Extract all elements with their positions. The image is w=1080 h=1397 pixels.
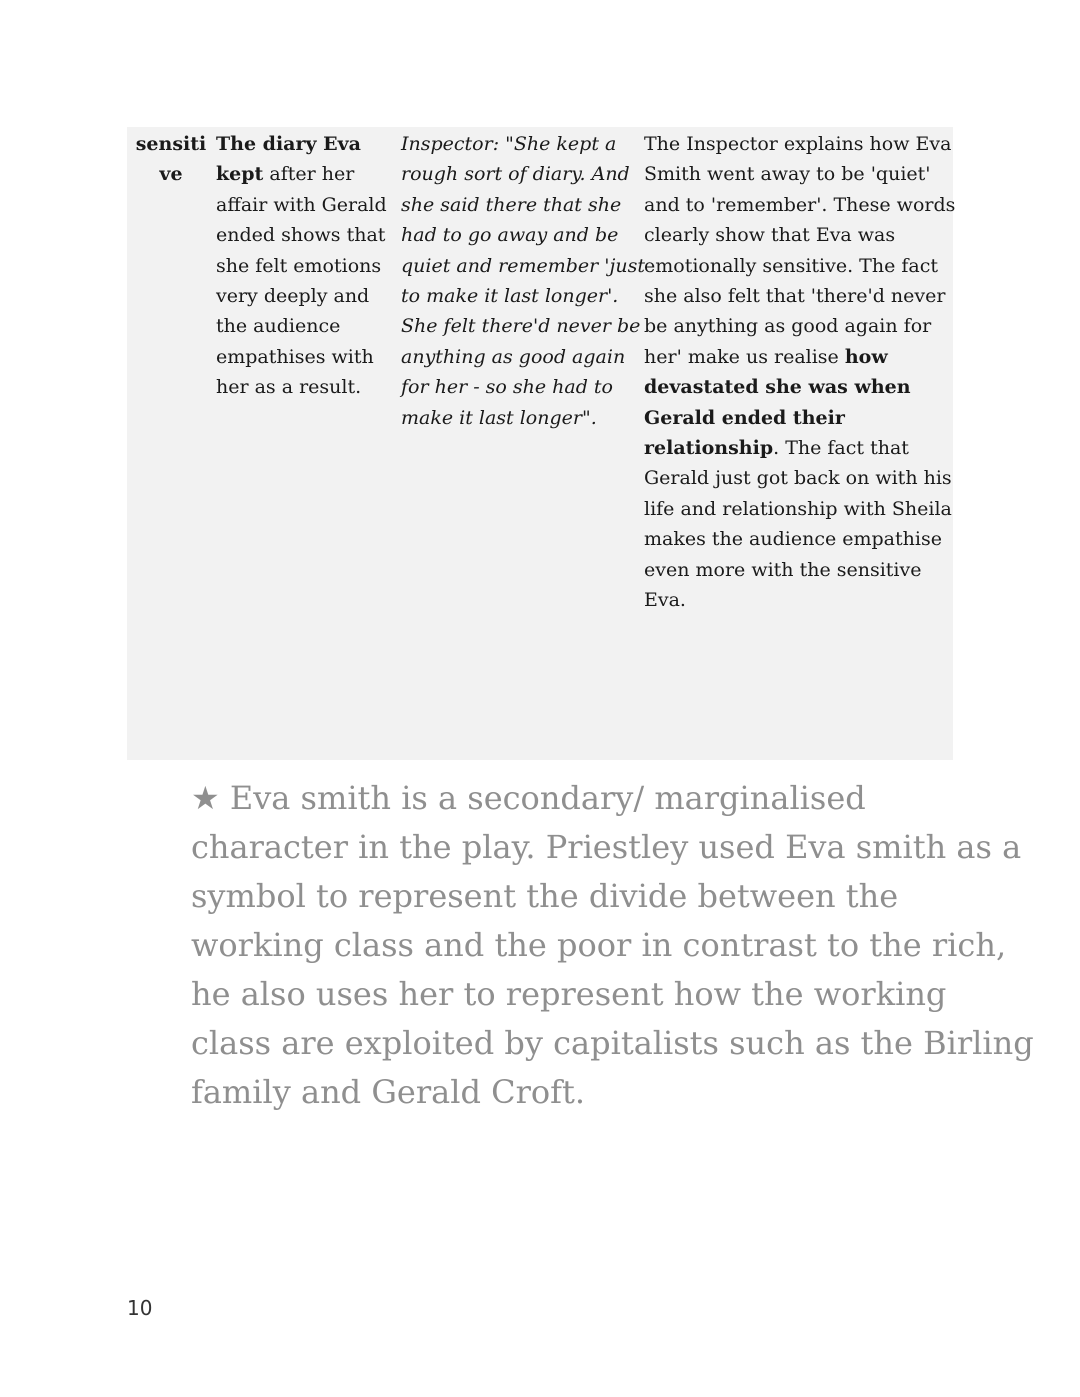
analysis-line: The Inspector explains how Eva [644,133,952,155]
quote-line: make it last longer". [401,406,597,429]
point-bold-text: The diary Eva [216,133,361,155]
analysis-cell [644,129,956,616]
quote-line: she said there that she [401,193,622,216]
analysis-bold-text: Gerald ended their [644,406,845,429]
point-line: empathises with [216,345,374,368]
theme-word-part: ve [159,163,183,186]
quote-line: Inspector: "She kept a [401,133,617,155]
quote-line: anything as good again [401,345,626,368]
analysis-line: be anything as good again for [644,315,932,338]
page-number: 10 [127,1296,153,1320]
analysis-bold-text: relationship [644,437,774,460]
point-line: ended shows that [216,224,386,247]
theme-word-part: sensiti [135,133,207,155]
quote-line: quiet and remember 'just [401,254,646,277]
point-line: affair with Gerald [216,193,387,216]
quote-line: to make it last longer'. [401,285,619,308]
note-line: he also uses her to represent how the working [191,975,947,1013]
analysis-line: clearly show that Eva was [644,224,896,247]
analysis-line: even more with the sensitive [644,558,922,581]
analysis-line: makes the audience empathise [644,528,942,551]
analysis-text: her' make us realise [644,345,845,368]
analysis-line [644,372,949,402]
note-line: family and Gerald Croft. [191,1073,586,1111]
note-line: character in the play. Priestley used Eva smith as a [191,828,1022,866]
point-bold-text: kept [216,163,264,186]
analysis-line: Eva. [644,589,686,612]
note-line: class are exploited by capitalists such as the Birling [191,1024,1034,1062]
point-line [216,159,392,189]
summary-note [191,774,1034,1117]
analysis-line: emotionally sensitive. The fact [644,254,938,277]
note-line: symbol to represent the divide between the [191,877,899,915]
point-cell [216,129,392,403]
analysis-table-row [127,127,956,760]
analysis-bold-text: how [844,345,888,368]
analysis-bold-text: devastated she was when [644,376,911,399]
analysis-line: life and relationship with Sheila [644,497,952,520]
quote-line: for her - so she had to [401,376,613,399]
point-line: her as a result. [216,376,362,399]
analysis-line: she also felt that 'there'd never [644,285,946,308]
analysis-line [644,433,949,463]
quote-line: rough sort of diary. And [401,163,630,186]
analysis-line: and to 'remember'. These words [644,193,956,216]
note-line [191,774,971,823]
point-line: the audience [216,315,341,338]
note-text: Eva smith is a secondary/ marginalised [219,779,866,817]
analysis-line: Gerald just got back on with his [644,467,952,490]
note-line: working class and the poor in contrast to the rich, [191,926,1007,964]
analysis-line [644,403,949,433]
analysis-line [644,342,949,372]
point-line: she felt emotions [216,254,382,277]
point-line [216,129,392,159]
point-text: after her [263,163,355,186]
point-line: very deeply and [216,285,370,308]
analysis-line: Smith went away to be 'quiet' [644,163,931,186]
quote-line: had to go away and be [401,224,619,247]
quote-line: She felt there'd never be [401,315,641,338]
star-icon: ★ [191,779,220,817]
theme-cell [135,129,207,190]
analysis-text: . The fact that [773,437,909,460]
quote-cell [401,129,646,433]
